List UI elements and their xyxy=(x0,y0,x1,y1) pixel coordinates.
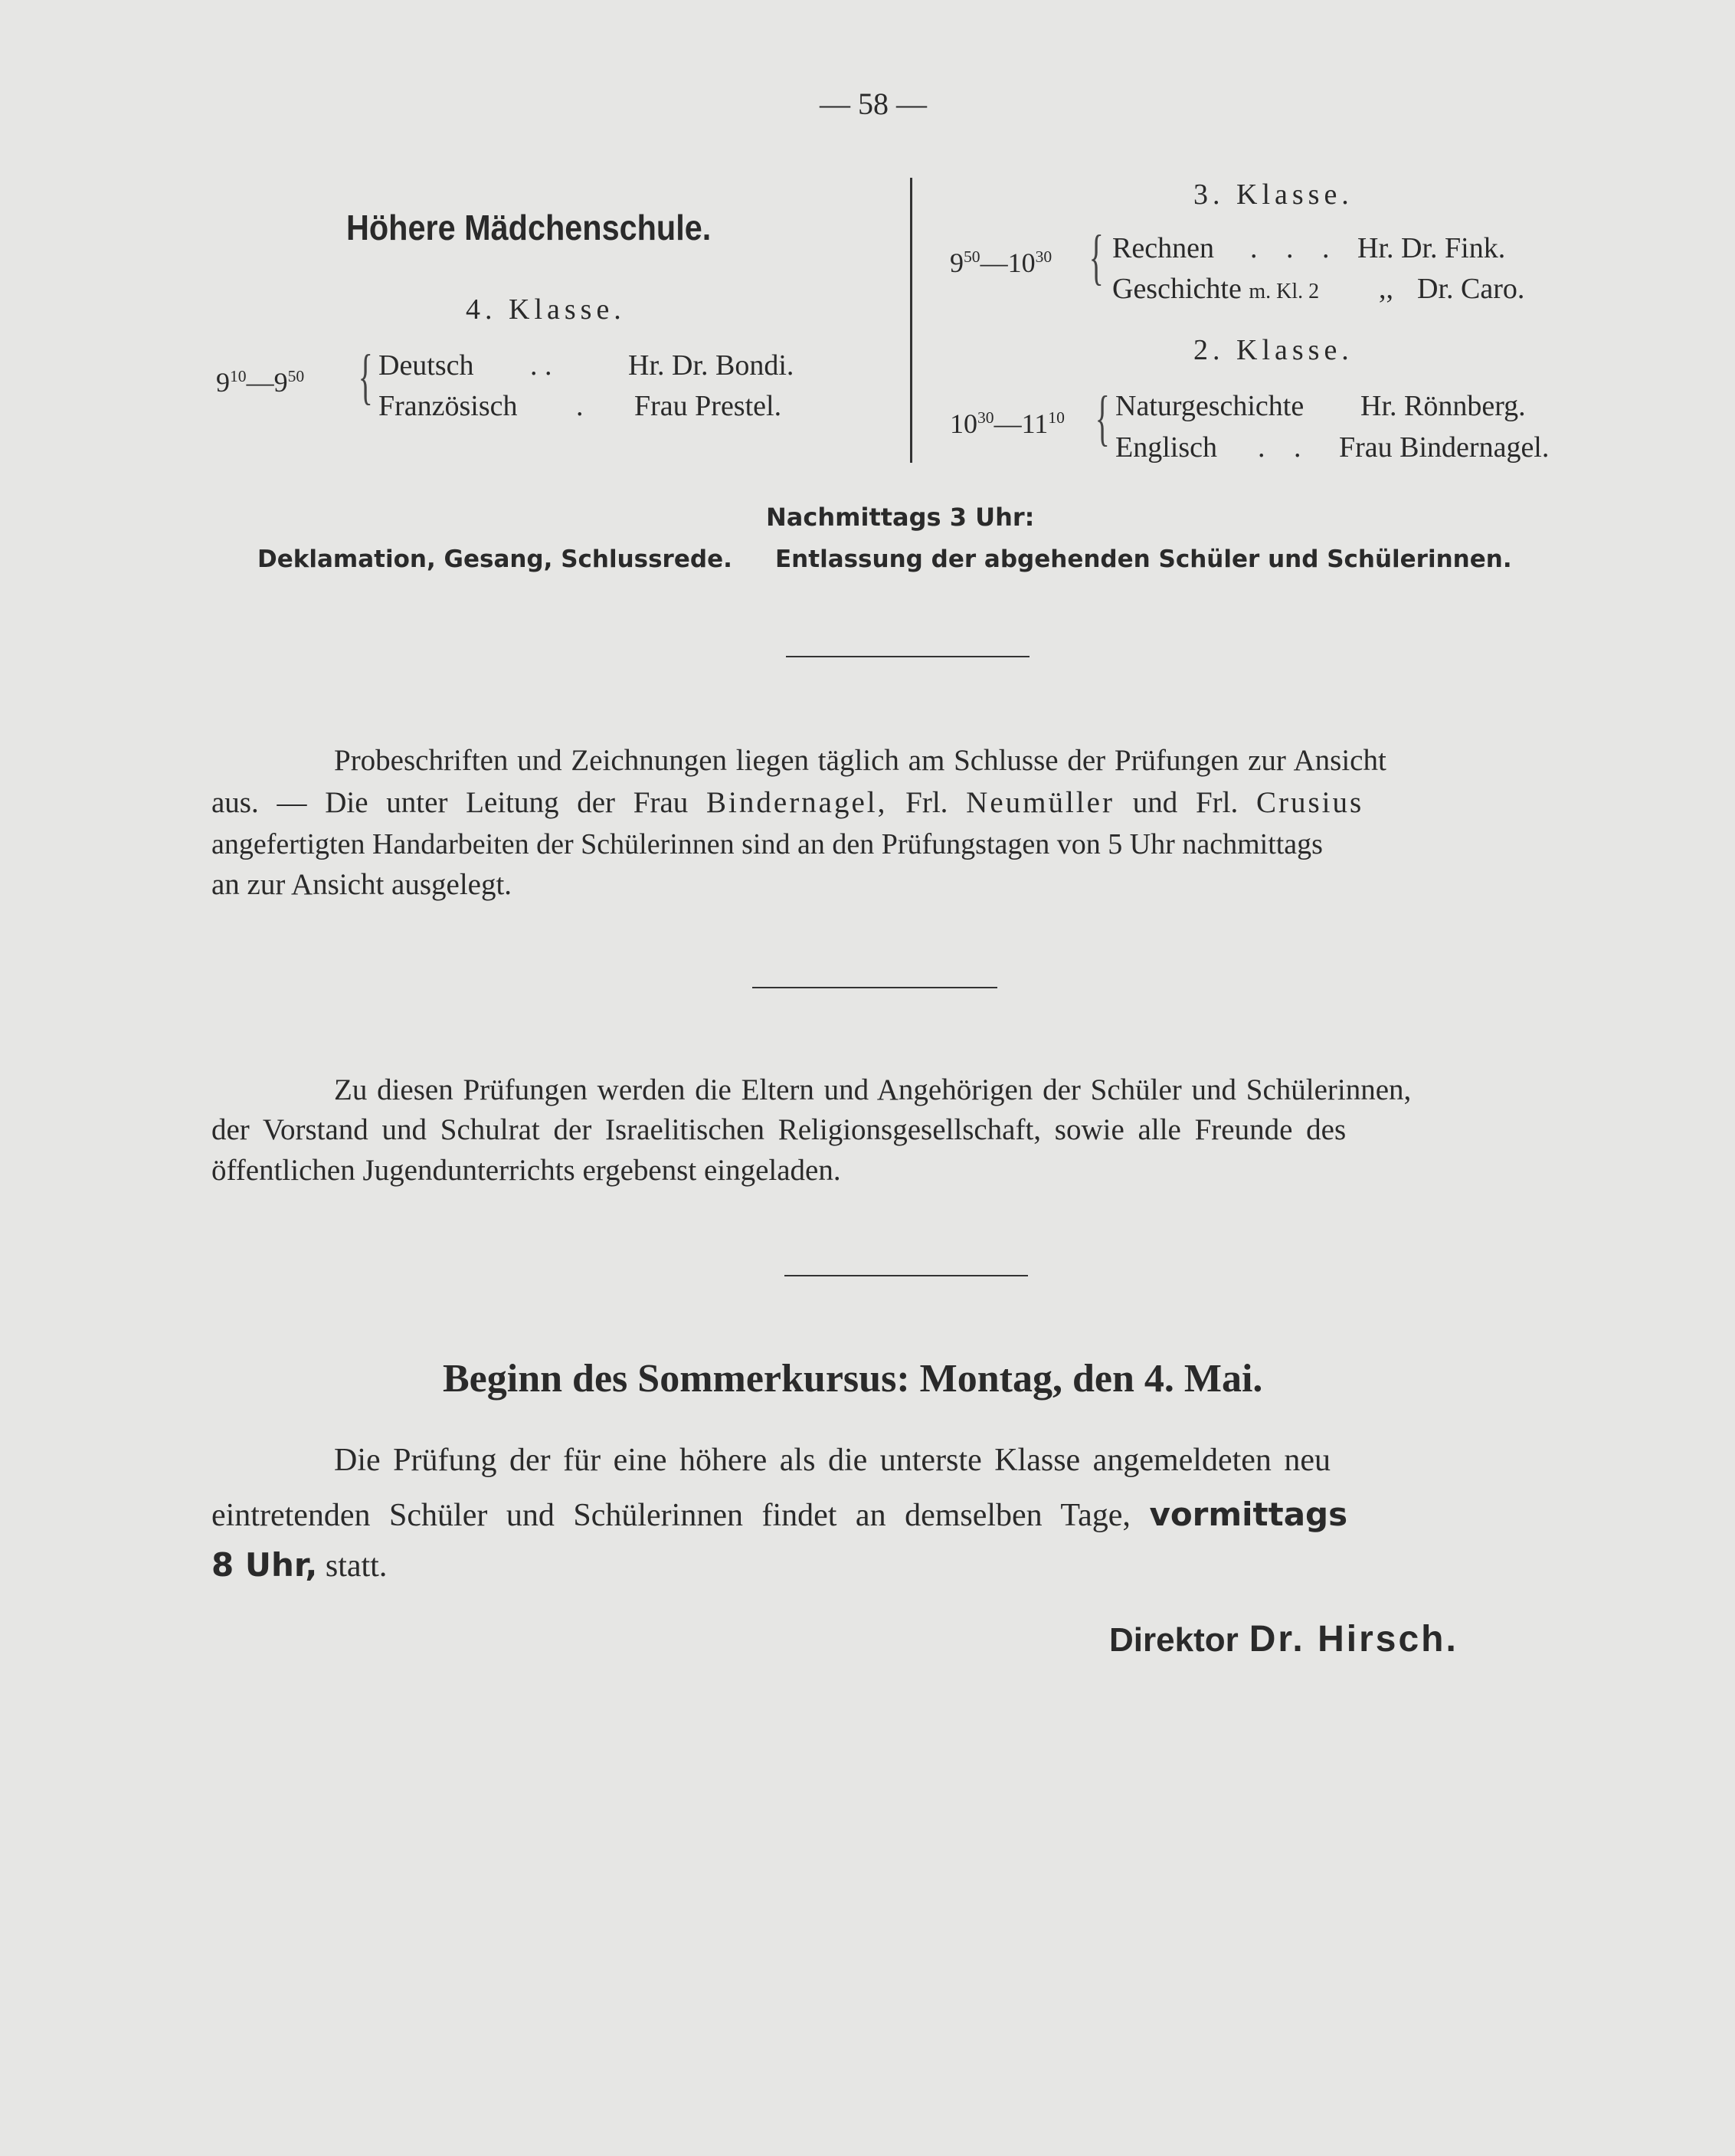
paragraph-1-line: Probeschriften und Zeichnungen liegen täglich am Schlusse der Prüfungen zur Ansicht xyxy=(334,744,1386,777)
signature: Direktor Dr. Hirsch. xyxy=(1109,1619,1458,1660)
section-divider xyxy=(784,1275,1028,1276)
afternoon-right-text: Entlassung der abgehenden Schüler und Schülerinnen. xyxy=(775,546,1512,573)
row-dots: ,, xyxy=(1379,273,1393,305)
teacher-name: Hr. Dr. Bondi. xyxy=(628,349,794,382)
subject-row: Französisch xyxy=(378,390,518,422)
brace-2: { xyxy=(1095,385,1110,452)
time-range-3: $9^{50}—10^{30}$ xyxy=(950,247,1052,278)
summer-line: 8 Uhr, statt. xyxy=(211,1546,388,1584)
paragraph-2-line: der Vorstand und Schulrat der Israelitischen Religionsgesellschaft, sowie alle Freunde des xyxy=(211,1113,1347,1146)
subject-row: Rechnen xyxy=(1112,232,1214,264)
row-dots: . . xyxy=(1258,431,1312,464)
paragraph-2-line: öffentlichen Jugendunterrichts ergebenst eingeladen. xyxy=(211,1154,841,1187)
row-dots: . xyxy=(576,390,584,422)
subject-row: Geschichte m. Kl. 2 xyxy=(1112,273,1320,305)
column-divider xyxy=(910,178,912,463)
paragraph-1-line: aus. — Die unter Leitung der Frau Bindernagel, Frl. Neumüller und Frl. Crusius xyxy=(211,786,1364,819)
teacher-name: Frau Bindernagel. xyxy=(1339,431,1550,464)
teacher-name: Dr. Caro. xyxy=(1417,273,1525,305)
summer-line: eintretenden Schüler und Schülerinnen findet an demselben Tage, vormittags xyxy=(211,1496,1348,1533)
afternoon-heading: Nachmittags 3 Uhr: xyxy=(766,503,1035,532)
teacher-name: Hr. Dr. Fink. xyxy=(1357,232,1506,264)
paragraph-1-line: angefertigten Handarbeiten der Schülerinnen sind an den Prüfungstagen von 5 Uhr nachmittags xyxy=(211,828,1323,860)
subject-row: Deutsch xyxy=(378,349,474,382)
class-4-heading: 4. Klasse. xyxy=(466,293,626,326)
time-range-4: $9^{10}—9^{50}$ xyxy=(216,367,305,398)
section-divider xyxy=(786,656,1030,657)
paragraph-1-line: an zur Ansicht ausgelegt. xyxy=(211,868,512,901)
teacher-name: Hr. Rönnberg. xyxy=(1360,390,1526,422)
row-dots: . . . xyxy=(1250,232,1341,264)
row-dots: . . xyxy=(530,349,552,382)
teacher-name: Frau Prestel. xyxy=(634,390,782,422)
summer-heading: Beginn des Sommerkursus: Montag, den 4. Mai. xyxy=(443,1357,1263,1401)
brace-3: { xyxy=(1088,224,1104,291)
summer-line: Die Prüfung der für eine höhere als die unterste Klasse angemeldeten neu xyxy=(334,1443,1331,1478)
subject-row: Naturgeschichte xyxy=(1115,390,1305,422)
afternoon-left-text: Deklamation, Gesang, Schlussrede. xyxy=(257,546,732,573)
section-divider xyxy=(752,987,997,988)
class-3-heading: 3. Klasse. xyxy=(1193,179,1354,211)
time-range-2: $10^{30}—11^{10}$ xyxy=(950,408,1065,439)
brace-4: { xyxy=(358,343,373,411)
page-number: — 58 — xyxy=(820,87,927,121)
school-heading: Höhere Mädchenschule. xyxy=(346,208,712,247)
class-2-heading: 2. Klasse. xyxy=(1193,334,1354,366)
subject-row: Englisch xyxy=(1115,431,1217,464)
paragraph-2-line: Zu diesen Prüfungen werden die Eltern und Angehörigen der Schüler und Schülerinnen, xyxy=(334,1073,1412,1106)
